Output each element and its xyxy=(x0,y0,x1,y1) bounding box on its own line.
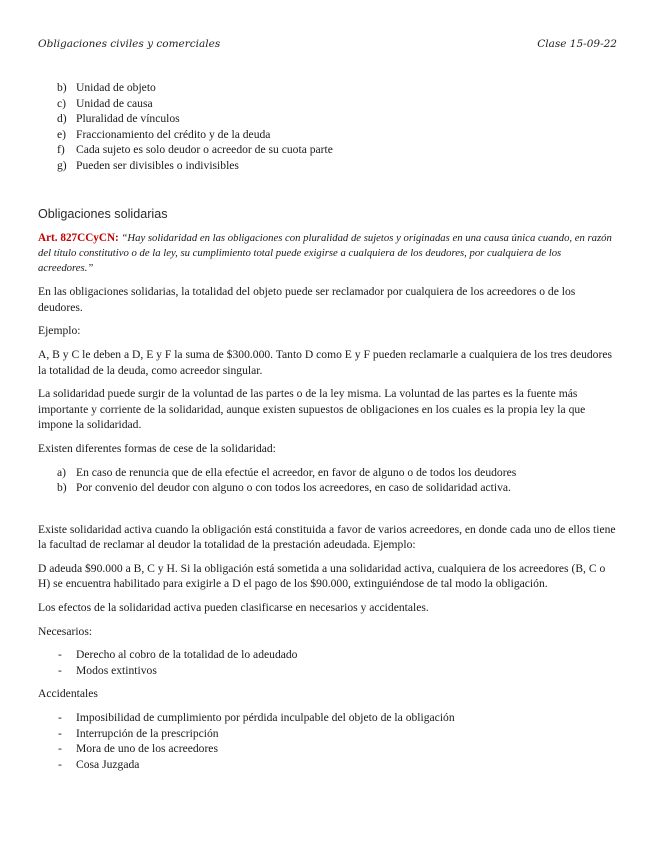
paragraph: A, B y C le deben a D, E y F la suma de $300.000. Tanto D como E y F pueden reclamarle a cualquiera de los tres deudores la totalidad de la deuda, como acreedor singular. xyxy=(38,347,612,377)
paragraph: Los efectos de la solidaridad activa pueden clasificarse en necesarios y accidentales. xyxy=(38,601,429,615)
list-marker: - xyxy=(58,757,62,771)
list-item xyxy=(38,158,618,174)
list-marker: e) xyxy=(57,127,67,141)
list-marker: g) xyxy=(57,158,67,172)
paragraph: En las obligaciones solidarias, la totalidad del objeto puede ser reclamador por cualquiera de los acreedores o de los deudores. xyxy=(38,285,576,314)
paragraph: La solidaridad puede surgir de la voluntad de las partes o de la ley misma. La voluntad de las partes es la fuente más importante y corriente de la solidaridad, aunque existen supuestos de obligaciones en los cuales es la propia ley la que impone la solidaridad. xyxy=(38,387,586,432)
list-marker: - xyxy=(58,663,62,677)
paragraph: Existen diferentes formas de cese de la solidaridad: xyxy=(38,441,276,455)
list-marker: f) xyxy=(57,143,65,157)
paragraph: Ejemplo: xyxy=(38,324,81,338)
list-item xyxy=(38,80,618,96)
list-item-text: Unidad de causa xyxy=(76,96,153,110)
article-quote xyxy=(38,231,618,276)
list-item xyxy=(38,111,618,127)
list-item xyxy=(38,663,618,679)
page-header xyxy=(38,38,617,54)
list-item xyxy=(38,480,618,496)
list-item xyxy=(38,757,618,773)
paragraph: Accidentales xyxy=(38,687,98,701)
list-item-text: Fraccionamiento del crédito y de la deuda xyxy=(76,127,271,141)
list-marker: b) xyxy=(57,481,67,495)
list-item xyxy=(38,142,618,158)
header-course-title: Obligaciones civiles y comerciales xyxy=(38,38,221,50)
document-body xyxy=(38,80,618,772)
list-item-text: En caso de renuncia que de ella efectúe el acreedor, en favor de alguno o de todos los deudores xyxy=(76,465,517,479)
paragraph: Necesarios: xyxy=(38,624,93,638)
article-reference: Art. 827CCyCN: xyxy=(38,232,119,245)
list-marker: - xyxy=(58,648,62,662)
paragraph: D adeuda $90.000 a B, C y H. Si la obligación está sometida a una solidaridad activa, cualquiera de los acreedores (B, C o H) se encuentra habilitado para exigirle a D el pago de los $90.000, extinguiéndose de tal modo la obligación. xyxy=(38,561,606,591)
characteristics-list xyxy=(38,80,618,174)
list-marker: - xyxy=(58,726,62,740)
cese-list xyxy=(38,465,618,496)
list-item xyxy=(38,741,618,757)
list-marker: c) xyxy=(57,96,67,110)
list-item-text: Derecho al cobro de la totalidad de lo adeudado xyxy=(76,648,298,662)
necesarios-list xyxy=(38,647,618,678)
article-text: “Hay solidaridad en las obligaciones con pluralidad de sujetos y originadas en una causa única cuando, en razón del título constitutivo o de la ley, su cumplimiento total puede exigirse a cualquiera de los deudores, por cualquiera de los acreedores.” xyxy=(38,232,612,275)
list-marker: a) xyxy=(57,465,67,479)
list-item-text: Cada sujeto es solo deudor o acreedor de su cuota parte xyxy=(76,143,333,157)
list-marker: b) xyxy=(57,81,67,94)
list-item-text: Mora de uno de los acreedores xyxy=(76,742,218,756)
list-marker: - xyxy=(58,742,62,756)
list-item-text: Modos extintivos xyxy=(76,663,157,677)
section-title: Obligaciones solidarias xyxy=(38,206,168,221)
list-item xyxy=(38,647,618,663)
list-item-text: Cosa Juzgada xyxy=(76,757,140,771)
list-item xyxy=(38,710,618,726)
list-item-text: Unidad de objeto xyxy=(76,81,156,94)
header-class-date: Clase 15-09-22 xyxy=(537,38,617,50)
list-item-text: Pluralidad de vínculos xyxy=(76,112,180,126)
list-item xyxy=(38,127,618,143)
list-marker: d) xyxy=(57,112,67,126)
list-item xyxy=(38,465,618,481)
list-item xyxy=(38,96,618,112)
paragraph: Existe solidaridad activa cuando la obligación está constituida a favor de varios acreedores, en donde cada uno de ellos tiene la facultad de reclamar al deudor la totalidad de la prestación adeudada. Ejemplo: xyxy=(38,522,616,552)
spacer xyxy=(38,496,618,522)
list-item-text: Por convenio del deudor con alguno o con todos los acreedores, en caso de solidaridad activa. xyxy=(76,481,511,495)
list-item-text: Interrupción de la prescripción xyxy=(76,726,219,740)
list-marker: - xyxy=(58,711,62,725)
list-item xyxy=(38,726,618,742)
list-item-text: Pueden ser divisibles o indivisibles xyxy=(76,158,239,172)
list-item-text: Imposibilidad de cumplimiento por pérdida inculpable del objeto de la obligación xyxy=(76,711,455,725)
accidentales-list xyxy=(38,710,618,772)
